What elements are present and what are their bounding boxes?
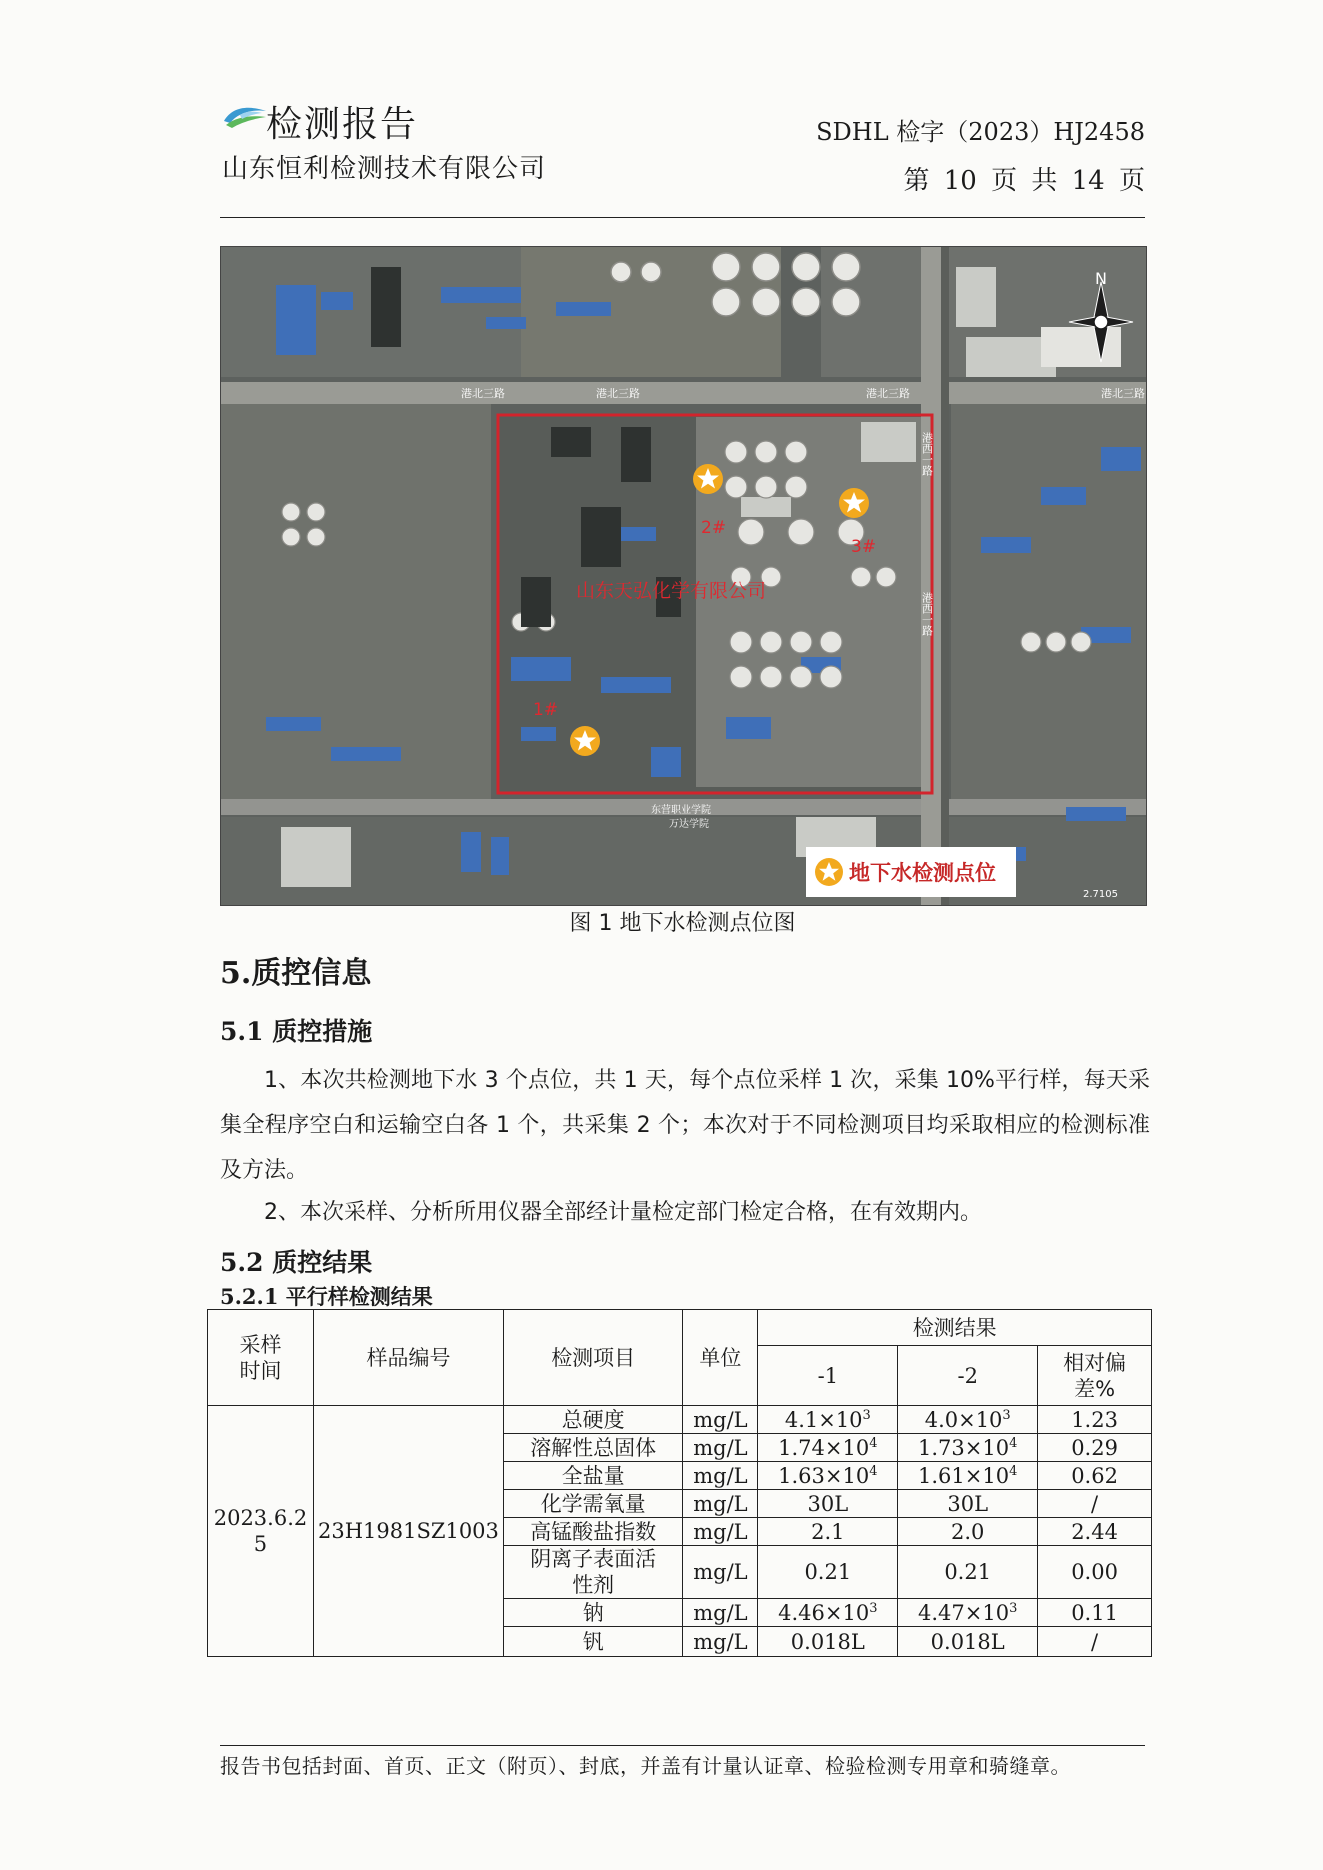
relative-deviation-cell xyxy=(1038,1627,1152,1657)
item-cell xyxy=(503,1462,682,1490)
footer-note: 报告书包括封面、首页、正文（附页）、封底，并盖有计量认证章、检验检测专用章和骑缝章。 xyxy=(220,1754,1071,1778)
item-cell xyxy=(503,1406,682,1434)
result-2-cell-text: 4.0×10 xyxy=(924,1407,1003,1432)
result-1-cell-text: 0.018L xyxy=(790,1629,865,1654)
relative-deviation-cell xyxy=(1038,1599,1152,1627)
result-1-cell xyxy=(758,1490,898,1518)
relative-deviation-cell-text: / xyxy=(1091,1629,1099,1654)
exponent: 3 xyxy=(1009,1600,1018,1616)
road-label: 港西一路 xyxy=(920,432,934,476)
item-cell-text: 阴离子表面活 性剂 xyxy=(530,1547,657,1597)
page-indicator: 第 10 页 共 14 页 xyxy=(903,166,1145,196)
result-1-cell xyxy=(758,1518,898,1546)
footer-divider xyxy=(220,1745,1145,1746)
result-1-cell-text: 4.1×10 xyxy=(784,1407,863,1432)
unit-cell xyxy=(683,1627,758,1657)
item-cell-text: 高锰酸盐指数 xyxy=(530,1519,657,1544)
relative-deviation-cell xyxy=(1038,1518,1152,1546)
result-2-cell xyxy=(898,1406,1038,1434)
unit-cell xyxy=(683,1462,758,1490)
result-2-cell xyxy=(898,1490,1038,1518)
result-2-cell xyxy=(898,1546,1038,1599)
point-label-3: 3# xyxy=(851,537,877,557)
unit-cell-text: mg/L xyxy=(693,1519,748,1544)
result-2-cell-text: 2.0 xyxy=(951,1519,985,1544)
unit-cell xyxy=(683,1599,758,1627)
relative-deviation-cell-text: 0.11 xyxy=(1071,1600,1118,1625)
subsection-title: 5.1 质控措施 xyxy=(220,1017,373,1046)
result-2-cell xyxy=(898,1627,1038,1657)
sampling-point-star-icon xyxy=(839,488,869,518)
subsection-title: 5.2 质控结果 xyxy=(220,1248,373,1277)
result-2-cell-text: 1.61×10 xyxy=(918,1463,1010,1488)
relative-deviation-cell-text: 2.44 xyxy=(1071,1519,1118,1544)
header-item: 检测项目 xyxy=(503,1310,682,1406)
doc-type-title: 检测报告 xyxy=(266,104,419,145)
exponent: 3 xyxy=(869,1600,878,1616)
header-time: 采样 时间 xyxy=(208,1310,314,1406)
item-cell-text: 总硬度 xyxy=(561,1407,625,1432)
relative-deviation-cell-text: 1.23 xyxy=(1071,1407,1118,1432)
site-map xyxy=(220,246,1147,906)
result-1-cell-text: 2.1 xyxy=(811,1519,845,1544)
relative-deviation-cell-text: 0.62 xyxy=(1071,1463,1118,1488)
item-cell xyxy=(503,1599,682,1627)
header-r2: -2 xyxy=(898,1346,1038,1406)
header-sample-no: 样品编号 xyxy=(313,1310,503,1406)
legend-label: 地下水检测点位 xyxy=(849,861,996,885)
result-2-cell xyxy=(898,1518,1038,1546)
result-1-cell-text: 1.63×10 xyxy=(778,1463,870,1488)
legend-star-icon xyxy=(815,858,843,886)
item-cell-text: 溶解性总固体 xyxy=(530,1435,657,1460)
north-label: N xyxy=(1095,269,1107,288)
exponent: 4 xyxy=(1009,1435,1018,1451)
result-2-cell-text: 0.21 xyxy=(944,1560,992,1584)
report-number: SDHL 检字（2023）HJ2458 xyxy=(816,118,1145,146)
relative-deviation-cell xyxy=(1038,1434,1152,1462)
unit-cell-text: mg/L xyxy=(693,1600,748,1625)
relative-deviation-cell-text: / xyxy=(1091,1491,1099,1516)
item-cell xyxy=(503,1434,682,1462)
result-2-cell xyxy=(898,1462,1038,1490)
unit-cell-text: mg/L xyxy=(693,1435,748,1460)
point-label-2: 2# xyxy=(701,518,727,538)
road-label: 港北三路 xyxy=(461,387,505,400)
result-1-cell xyxy=(758,1434,898,1462)
school-label: 东营职业学院 xyxy=(651,805,711,816)
relative-deviation-cell xyxy=(1038,1490,1152,1518)
section-title: 5.质控信息 xyxy=(220,956,372,991)
exponent: 4 xyxy=(869,1463,878,1479)
item-cell xyxy=(503,1490,682,1518)
road-label: 港北三路 xyxy=(1101,387,1145,400)
item-cell-text: 化学需氧量 xyxy=(540,1491,646,1516)
result-1-cell xyxy=(758,1406,898,1434)
road-label: 港北三路 xyxy=(866,387,910,400)
site-label: 山东天弘化学有限公司 xyxy=(576,580,767,602)
relative-deviation-cell xyxy=(1038,1546,1152,1599)
map-legend xyxy=(806,847,1016,897)
result-1-cell-text: 1.74×10 xyxy=(778,1435,870,1460)
result-2-cell xyxy=(898,1434,1038,1462)
unit-cell xyxy=(683,1546,758,1599)
figure-caption: 图 1 地下水检测点位图 xyxy=(569,911,796,936)
exponent: 4 xyxy=(1009,1463,1018,1479)
result-1-cell xyxy=(758,1627,898,1657)
sample-date: 2023.6.2 5 xyxy=(208,1406,314,1657)
relative-deviation-cell xyxy=(1038,1462,1152,1490)
item-cell-text: 钒 xyxy=(582,1629,604,1654)
exponent: 3 xyxy=(862,1407,871,1423)
relative-deviation-cell-text: 0.29 xyxy=(1071,1435,1118,1460)
company-logo-icon xyxy=(222,103,268,129)
sampling-point-star-icon xyxy=(570,726,600,756)
paragraph: 2、本次采样、分析所用仪器全部经计量检定部门检定合格，在有效期内。 xyxy=(264,1200,982,1225)
road-label: 港北三路 xyxy=(596,387,640,400)
site-map-image xyxy=(221,247,1146,905)
unit-cell-text: mg/L xyxy=(693,1560,748,1584)
table-title: 5.2.1 平行样检测结果 xyxy=(220,1284,433,1309)
point-label-1: 1# xyxy=(533,700,559,720)
relative-deviation-cell-text: 0.00 xyxy=(1071,1560,1118,1584)
relative-deviation-cell xyxy=(1038,1406,1152,1434)
header-result: 检测结果 xyxy=(758,1310,1152,1346)
result-1-cell-text: 0.21 xyxy=(804,1560,852,1584)
item-cell xyxy=(503,1518,682,1546)
header-relative-deviation: 相对偏 差% xyxy=(1038,1346,1152,1406)
result-1-cell xyxy=(758,1599,898,1627)
item-cell-text: 钠 xyxy=(582,1600,604,1625)
unit-cell xyxy=(683,1490,758,1518)
result-2-cell-text: 1.73×10 xyxy=(918,1435,1010,1460)
result-2-cell xyxy=(898,1599,1038,1627)
result-2-cell-text: 30L xyxy=(947,1491,989,1516)
item-cell-text: 全盐量 xyxy=(561,1463,625,1488)
unit-cell xyxy=(683,1406,758,1434)
header-unit: 单位 xyxy=(683,1310,758,1406)
school-label: 万达学院 xyxy=(669,819,709,830)
result-2-cell-text: 0.018L xyxy=(930,1629,1005,1654)
result-2-cell-text: 4.47×10 xyxy=(918,1600,1010,1625)
paragraph: 1、本次共检测地下水 3 个点位，共 1 天，每个点位采样 1 次，采集 10%平行样，每天采集全程序空白和运输空白各 1 个，共采集 2 个；本次对于不同检测项目均采取相应的检测标准及方法。 xyxy=(220,1068,1150,1183)
result-1-cell-text: 4.46×10 xyxy=(778,1600,870,1625)
item-cell xyxy=(503,1546,682,1599)
parallel-sample-table xyxy=(207,1309,1152,1657)
unit-cell-text: mg/L xyxy=(693,1491,748,1516)
result-1-cell xyxy=(758,1546,898,1599)
exponent: 3 xyxy=(1002,1407,1011,1423)
table-row xyxy=(208,1406,1152,1434)
sample-number: 23H1981SZ1003 xyxy=(313,1406,503,1657)
header-divider xyxy=(220,217,1145,218)
sampling-point-star-icon xyxy=(693,464,723,494)
unit-cell xyxy=(683,1518,758,1546)
company-name: 山东恒利检测技术有限公司 xyxy=(222,154,547,184)
road-label: 港西一路 xyxy=(920,592,934,636)
unit-cell xyxy=(683,1434,758,1462)
map-corner-text: 2.7105 xyxy=(1083,889,1118,900)
unit-cell-text: mg/L xyxy=(693,1629,748,1654)
item-cell xyxy=(503,1627,682,1657)
result-1-cell xyxy=(758,1462,898,1490)
unit-cell-text: mg/L xyxy=(693,1407,748,1432)
exponent: 4 xyxy=(869,1435,878,1451)
result-1-cell-text: 30L xyxy=(807,1491,849,1516)
header-r1: -1 xyxy=(758,1346,898,1406)
unit-cell-text: mg/L xyxy=(693,1463,748,1488)
